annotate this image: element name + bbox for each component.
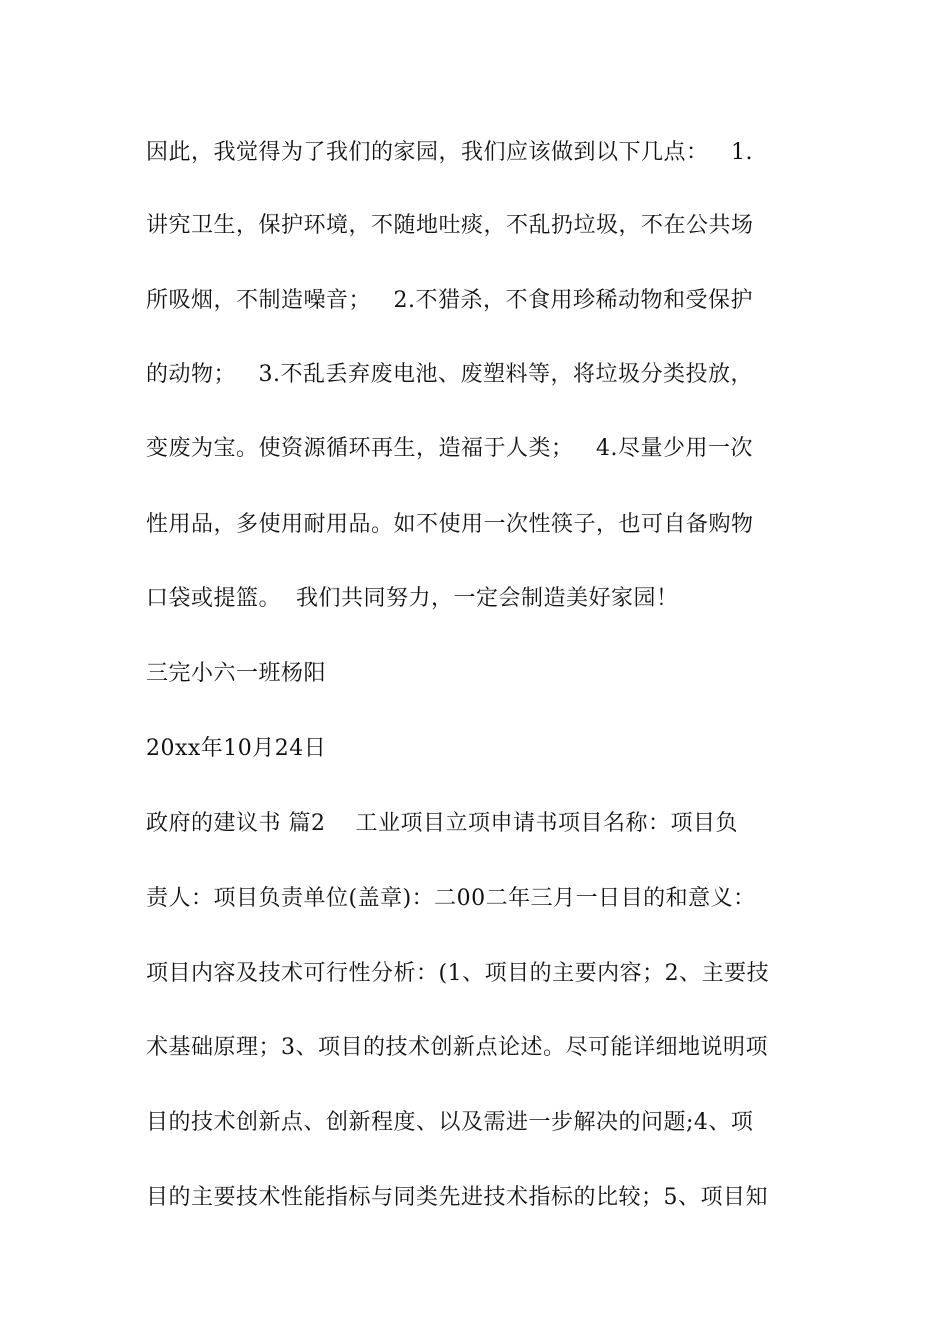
section-heading-line: 政府的建议书 篇2 工业项目立项申请书项目名称：项目负 bbox=[146, 811, 738, 836]
text-line: 术基础原理；3、项目的技术创新点论述。尽可能详细地说明项 bbox=[146, 1035, 768, 1060]
text-line: 性用品，多使用耐用品。如不使用一次性筷子，也可自备购物 bbox=[146, 512, 754, 537]
text-line: 变废为宝。使资源循环再生，造福于人类； 4.尽量少用一次 bbox=[146, 436, 753, 461]
text-line: 责人：项目负责单位(盖章)：二00二年三月一日目的和意义： bbox=[146, 886, 756, 911]
text-line: 的动物； 3.不乱丢弃废电池、废塑料等，将垃圾分类投放， bbox=[146, 362, 753, 387]
text-line: 讲究卫生，保护环境，不随地吐痰，不乱扔垃圾，不在公共场 bbox=[146, 213, 754, 238]
text-line: 因此，我觉得为了我们的家园，我们应该做到以下几点： 1. bbox=[146, 140, 753, 165]
text-line: 所吸烟，不制造噪音； 2.不猎杀，不食用珍稀动物和受保护 bbox=[146, 288, 753, 313]
text-line: 目的技术创新点、创新程度、以及需进一步解决的问题;4、项 bbox=[146, 1110, 754, 1135]
text-line: 项目内容及技术可行性分析：(1、项目的主要内容；2、主要技 bbox=[146, 961, 770, 986]
date-line: 20xx年10月24日 bbox=[146, 736, 327, 761]
text-line: 目的主要技术性能指标与同类先进技术指标的比较；5、项目知 bbox=[146, 1185, 768, 1210]
signature-line: 三完小六一班杨阳 bbox=[146, 661, 327, 686]
text-line: 口袋或提篮。 我们共同努力，一定会制造美好家园！ bbox=[146, 586, 679, 611]
